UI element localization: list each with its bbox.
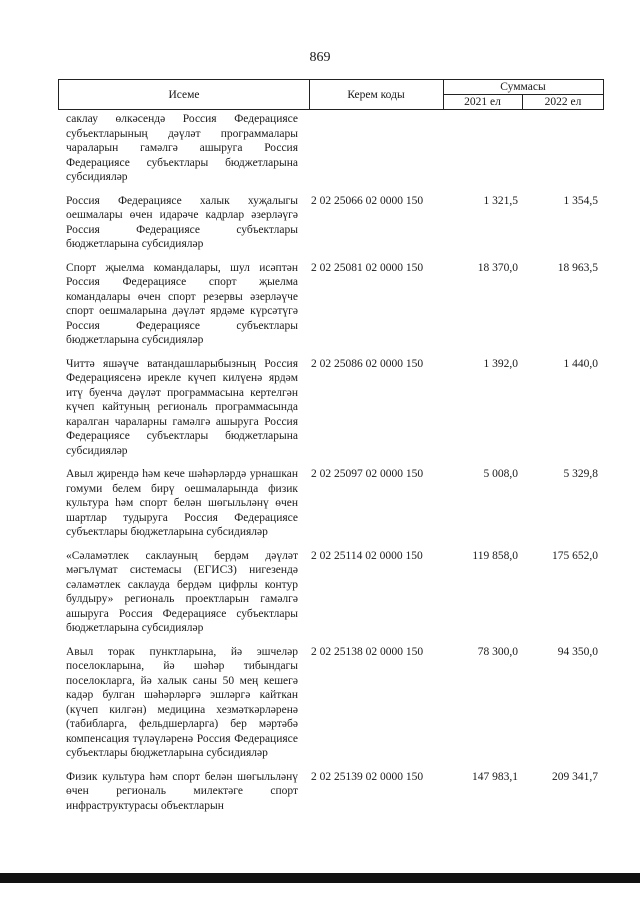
row-value-2022: 175 652,0 xyxy=(552,549,598,562)
row-value-2021: 1 392,0 xyxy=(483,357,518,370)
row-name: Авыл торак пунктларына, йә эшчеләр поселокларына, йә шәһәр тибындагы поселокларга, йә халык саны 50 мең кешегә кадәр булган шәһәрләргә эшләргә кайткан (күчеп килгән) медицина хезмәткәрләренә (табибларга, фельдшерларга) бер мәртәбә компенсация түләүләренә Россия Федерациясе субъектлары бюджетларына субсидияләр xyxy=(66,645,298,759)
row-name: Читтә яшәүче ватандашларыбызның Россия Федерациясенә ирекле күчеп килүенә ярдәм итү буенча дәүләт программасына кертелгән күчеп кайтуның региональ программасында каралган чараларны гамәлгә ашыруга Россия Федерациясе субъектлары бюджетларына субсидияләр xyxy=(66,357,298,457)
row-value-2022: 5 329,8 xyxy=(563,468,598,480)
table-row xyxy=(66,112,606,185)
row-code: 2 02 25114 02 0000 150 xyxy=(311,549,423,562)
table-row xyxy=(66,194,606,252)
row-code: 2 02 25081 02 0000 150 xyxy=(311,261,424,274)
table-row xyxy=(66,770,606,814)
row-code: 2 02 25097 02 0000 150 xyxy=(311,468,424,480)
scan-bottom-edge xyxy=(0,873,640,883)
row-name: Спорт җыелма командалары, шул исәптән Россия Федерациясе спорт җыелма командалары өчен спорт резервы әзерләүче спорт оешмаларына дәүләт ярдәме күрсәтүгә Россия Федерациясе субъектлары бюджетларына субсидияләр xyxy=(66,261,298,346)
row-value-2021: 18 370,0 xyxy=(477,261,518,274)
row-value-2021: 147 983,1 xyxy=(472,770,518,783)
header-sum: Суммасы xyxy=(443,80,603,95)
row-value-2021: 5 008,0 xyxy=(483,468,518,480)
row-code: 2 02 25086 02 0000 150 xyxy=(311,357,424,370)
row-code: 2 02 25138 02 0000 150 xyxy=(311,645,424,658)
row-name: саклау өлкәсендә Россия Федерациясе субъектларының дәүләт программалары чараларын гамәлгә ашыруга Россия Федерациясе субъектлары бюджетларына субсидияләр xyxy=(66,113,298,183)
header-year-2022: 2022 ел xyxy=(544,96,582,108)
header-name: Исеме xyxy=(59,80,310,109)
table-row xyxy=(66,357,606,459)
header-code: Керем коды xyxy=(309,80,444,109)
table-row xyxy=(66,645,606,761)
header-year-2021: 2021 ел xyxy=(443,95,523,109)
row-name: Физик культура һәм спорт белән шөгыльләнү өчен региональ милектәге спорт инфраструктурасы объектларын xyxy=(66,770,298,812)
table-row xyxy=(66,467,606,540)
row-name: «Сәламәтлек саклауның бердәм дәүләт мәгълүмат системасы (ЕГИСЗ) нигезендә сәламәтлек саклауда бердәм цифрлы контур булдыру» региональ проектларын гамәлгә ашыруга Россия Федерациясе субъектлары бюджетларына субсидияләр xyxy=(66,549,298,634)
row-code: 2 02 25139 02 0000 150 xyxy=(311,770,424,783)
row-value-2022: 209 341,7 xyxy=(552,770,598,783)
table-body xyxy=(66,112,606,813)
row-name: Россия Федерациясе халык хуҗалыгы оешмалары өчен идарәче кадрлар әзерләүгә Россия Федерациясе субъектлары бюджетларына субсидияләр xyxy=(66,194,298,250)
page-number: 869 xyxy=(309,50,331,65)
row-value-2022: 94 350,0 xyxy=(557,645,598,658)
row-code: 2 02 25066 02 0000 150 xyxy=(311,194,424,207)
row-value-2021: 1 321,5 xyxy=(483,194,518,207)
row-value-2022: 1 440,0 xyxy=(563,357,598,370)
row-value-2022: 1 354,5 xyxy=(563,194,598,207)
row-value-2022: 18 963,5 xyxy=(557,261,598,274)
row-value-2021: 78 300,0 xyxy=(477,645,518,658)
table-row xyxy=(66,261,606,348)
row-value-2021: 119 858,0 xyxy=(472,549,518,562)
table-row xyxy=(66,549,606,636)
row-name: Авыл җирендә һәм кече шәһәрләрдә урнашкан гомуми белем бирү оешмаларында физик культура һәм спорт белән шөгыльләнү өчен шартлар тудыруга Россия Федерациясе субъектлары бюджетларына субсидияләр xyxy=(66,468,298,538)
table-header xyxy=(58,79,604,110)
